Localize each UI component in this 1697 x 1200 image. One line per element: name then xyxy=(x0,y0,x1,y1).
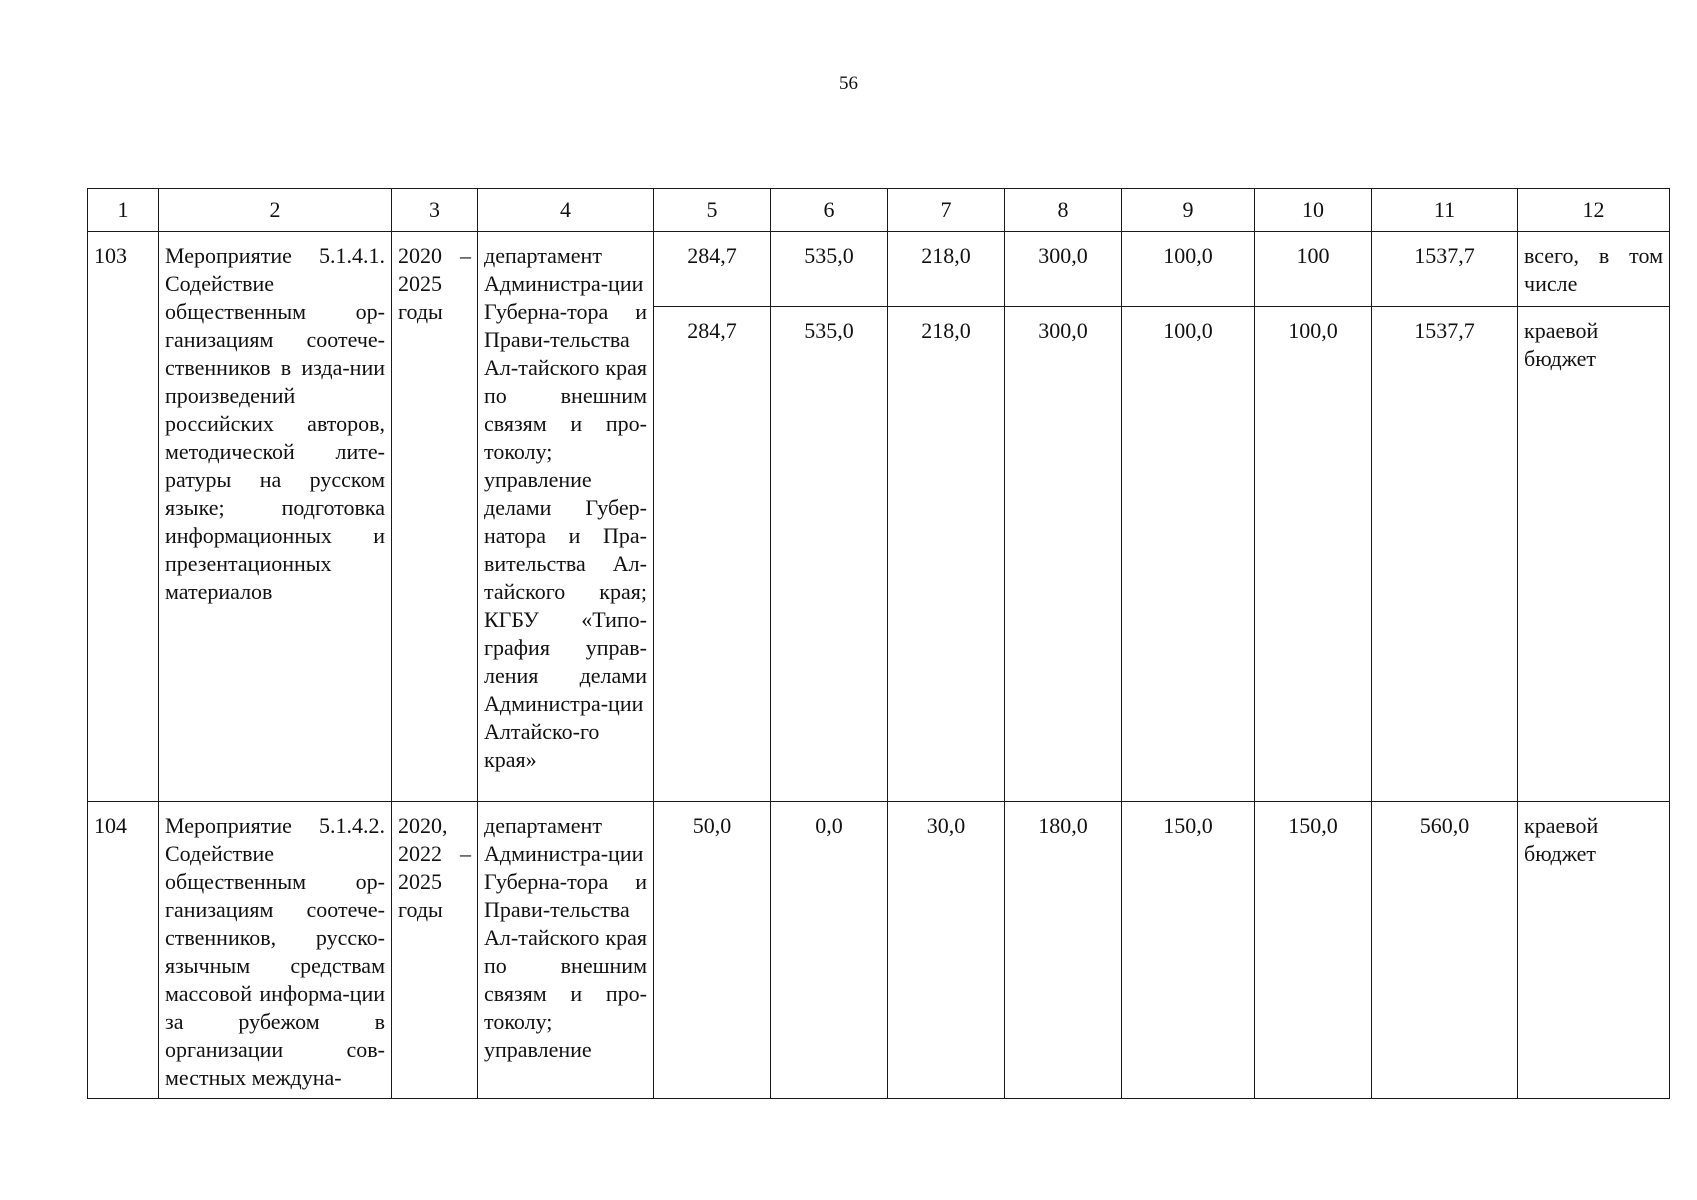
page-number: 56 xyxy=(839,73,858,94)
value-2020: 284,7 xyxy=(654,232,771,307)
value-2020: 50,0 xyxy=(654,802,771,1099)
funding-source: всего, в том числе xyxy=(1518,232,1670,307)
header-cell-10: 10 xyxy=(1255,189,1372,232)
value-2022: 218,0 xyxy=(888,232,1005,307)
funding-source: краевой бюджет xyxy=(1518,307,1670,802)
header-cell-9: 9 xyxy=(1122,189,1255,232)
value-2020: 284,7 xyxy=(654,307,771,802)
header-cell-1: 1 xyxy=(88,189,159,232)
value-2025: 100 xyxy=(1255,232,1372,307)
implementation-period: 2020, 2022 – 2025 годы xyxy=(392,802,478,1099)
value-2021: 535,0 xyxy=(771,232,888,307)
table-row-104 xyxy=(88,802,1670,1099)
value-total: 1537,7 xyxy=(1372,307,1518,802)
value-2024: 100,0 xyxy=(1122,232,1255,307)
value-2021: 535,0 xyxy=(771,307,888,802)
value-2023: 300,0 xyxy=(1005,307,1122,802)
value-2024: 150,0 xyxy=(1122,802,1255,1099)
value-2021: 0,0 xyxy=(771,802,888,1099)
header-cell-7: 7 xyxy=(888,189,1005,232)
row-number: 103 xyxy=(88,232,159,802)
executor: департамент Администра-ции Губерна-тора и Прави-тельства Ал-тайского края по внешним связям и про-токолу; управление делами Губер-натора и Пра-вительства Ал-тайского края; КГБУ «Типо-графия управ-ления делами Администра-ции Алтайско-го края» xyxy=(478,232,654,802)
header-cell-8: 8 xyxy=(1005,189,1122,232)
value-total: 1537,7 xyxy=(1372,232,1518,307)
funding-source: краевой бюджет xyxy=(1518,802,1670,1099)
value-2024: 100,0 xyxy=(1122,307,1255,802)
header-cell-5: 5 xyxy=(654,189,771,232)
value-2023: 300,0 xyxy=(1005,232,1122,307)
header-cell-12: 12 xyxy=(1518,189,1670,232)
event-description: Мероприятие 5.1.4.2. Содействие общественным ор-ганизациям соотече-ственников, русско-язычным средствам массовой информа-ции за рубежом в организации сов-местных междуна- xyxy=(159,802,392,1099)
header-cell-2: 2 xyxy=(159,189,392,232)
budget-table xyxy=(87,188,1670,1099)
header-cell-6: 6 xyxy=(771,189,888,232)
header-cell-3: 3 xyxy=(392,189,478,232)
table-row-103-total xyxy=(88,232,1670,307)
row-number: 104 xyxy=(88,802,159,1099)
event-description: Мероприятие 5.1.4.1. Содействие общественным ор-ганизациям соотече-ственников в изда-нии произведений российских авторов, методической лите-ратуры на русском языке; подготовка информационных и презентационных материалов xyxy=(159,232,392,802)
value-2023: 180,0 xyxy=(1005,802,1122,1099)
implementation-period: 2020 – 2025 годы xyxy=(392,232,478,802)
value-2022: 218,0 xyxy=(888,307,1005,802)
header-cell-11: 11 xyxy=(1372,189,1518,232)
header-cell-4: 4 xyxy=(478,189,654,232)
value-total: 560,0 xyxy=(1372,802,1518,1099)
executor: департамент Администра-ции Губерна-тора и Прави-тельства Ал-тайского края по внешним связям и про-токолу; управление xyxy=(478,802,654,1099)
value-2025: 150,0 xyxy=(1255,802,1372,1099)
value-2022: 30,0 xyxy=(888,802,1005,1099)
header-row xyxy=(88,189,1670,232)
value-2025: 100,0 xyxy=(1255,307,1372,802)
